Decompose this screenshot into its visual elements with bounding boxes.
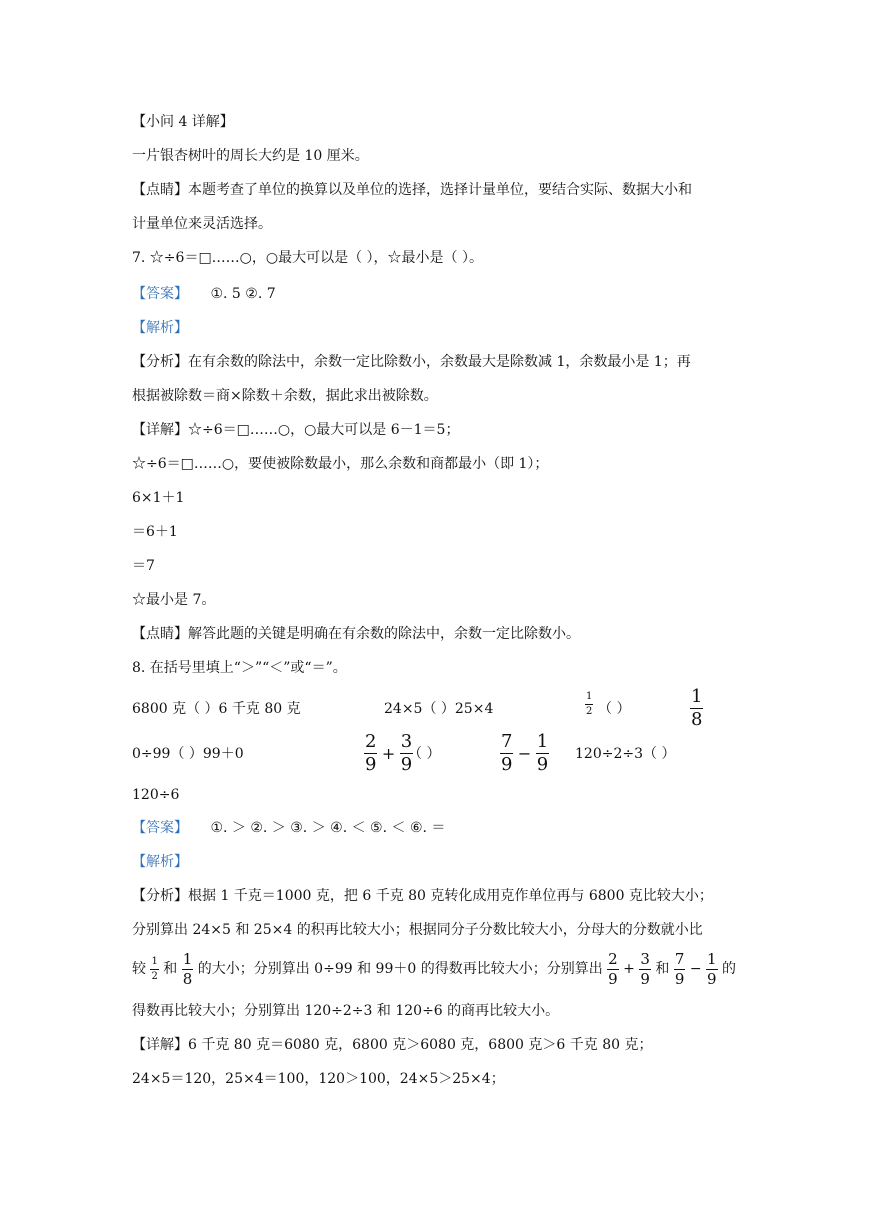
compare-5-paren: （ ） — [408, 746, 441, 762]
calc-conclusion: ☆最小是 7。 — [132, 592, 216, 608]
fraction-one-half: $\frac{1}{2}$ — [586, 691, 593, 717]
calc-step-2: ＝6＋1 — [132, 524, 178, 540]
fraction-three-ninths: $\frac{3}{9}$ — [640, 949, 650, 988]
compare-3-left-fraction — [585, 692, 593, 717]
fraction-three-ninths: $\frac{3}{9}$ — [400, 731, 413, 775]
compare-4: 0÷99（ ）99＋0 — [132, 746, 244, 762]
compare-6: 120÷2÷3（ ） — [575, 746, 676, 762]
plus-sign: + — [381, 744, 396, 763]
answer-label: 【答案】 — [132, 820, 188, 836]
compare-1: 6800 克（ ）6 千克 80 克 — [132, 701, 301, 717]
question-8: 8. 在括号里填上“＞”“＜”或“＝”。 — [132, 660, 347, 676]
calc-step-1: 6×1＋1 — [132, 490, 185, 506]
detail-7-line-2: ☆÷6＝□……○，要使被除数最小，那么余数和商都最小（即 1）； — [132, 456, 549, 472]
fraction-one-ninth: $\frac{1}{9}$ — [536, 731, 549, 775]
fraction-one-ninth: $\frac{1}{9}$ — [707, 949, 717, 988]
comment-line-1: 【点睛】本题考查了单位的换算以及单位的选择，选择计量单位，要结合实际、数据大小和 — [132, 182, 692, 198]
fraction-seven-ninths: $\frac{7}{9}$ — [674, 949, 685, 988]
compare-2: 24×5（ ）25×4 — [384, 701, 494, 717]
question-7: 7. ☆÷6＝□……○，○最大可以是（ ），☆最小是（ ）。 — [132, 250, 484, 266]
fraction-seven-ninths: $\frac{7}{9}$ — [501, 731, 513, 775]
analysis-7-line-1: 【分析】在有余数的除法中，余数一定比除数小，余数最大是除数减 1，余数最小是 1；再 — [132, 354, 691, 370]
fraction-one-eighth: $\frac{1}{8}$ — [182, 949, 193, 988]
detail-8-line-2: 24×5＝120，25×4＝100，120＞100，24×5＞25×4； — [132, 1071, 505, 1087]
analysis-8-line-3: 较 $\frac{1}{2}$ 和 $\frac{1}{8}$ 的大小；分别算出 0÷99 和 99＋0 的得数再比较大小；分别算出 $\frac{2}{9}$ + $\frac{3}{9}$ 和 $\frac{7}{9}$ − $\frac{1}{9}$ 的 — [132, 949, 736, 988]
sub-question-4-heading: 【小问 4 详解】 — [132, 114, 234, 130]
analysis-8-line-4: 得数再比较大小；分别算出 120÷2÷3 和 120÷6 的商再比较大小。 — [132, 1003, 560, 1019]
analysis-8-line-2: 分别算出 24×5 和 25×4 的积再比较大小；根据同分子分数比较大小，分母大的分数就小比 — [132, 922, 703, 938]
compare-6-right: 120÷6 — [132, 787, 180, 803]
compare-3-paren: （ ） — [598, 701, 631, 717]
calc-step-3: ＝7 — [132, 558, 155, 574]
analysis-heading-7: 【解析】 — [132, 320, 188, 336]
fraction-two-ninths: $\frac{2}{9}$ — [365, 731, 377, 775]
compare-5-left — [364, 733, 413, 774]
answer-values: ①. ＞ ②. ＞ ③. ＞ ④. ＜ ⑤. ＜ ⑥. ＝ — [210, 820, 446, 836]
answer-8 — [132, 818, 445, 838]
fraction-two-ninths: $\frac{2}{9}$ — [608, 949, 618, 988]
comment-7: 【点睛】解答此题的关键是明确在有余数的除法中，余数一定比除数小。 — [132, 626, 580, 642]
analysis-7-line-2: 根据被除数＝商×除数＋余数，据此求出被除数。 — [132, 388, 438, 404]
answer-line: 一片银杏树叶的周长大约是 10 厘米。 — [132, 148, 369, 164]
compare-5-right — [500, 733, 549, 774]
analysis-8-line-1: 【分析】根据 1 千克＝1000 克，把 6 千克 80 克转化成用克作单位再与 6800 克比较大小； — [132, 888, 713, 904]
compare-3-right-fraction — [690, 688, 703, 729]
detail-7-line-1: 【详解】☆÷6＝□……○，○最大可以是 6－1＝5； — [132, 422, 460, 438]
fraction-one-eighth: $\frac{1}{8}$ — [691, 686, 703, 730]
minus-sign: − — [517, 744, 532, 763]
comment-line-2: 计量单位来灵活选择。 — [132, 216, 272, 232]
answer-7 — [132, 284, 276, 304]
detail-8-line-1: 【详解】6 千克 80 克＝6080 克，6800 克＞6080 克，6800 克＞6 千克 80 克； — [132, 1037, 653, 1053]
fraction-one-half: $\frac{1}{2}$ — [151, 955, 158, 982]
answer-values: ①. 5 ②. 7 — [210, 286, 276, 302]
analysis-heading-8: 【解析】 — [132, 854, 188, 870]
answer-label: 【答案】 — [132, 286, 188, 302]
